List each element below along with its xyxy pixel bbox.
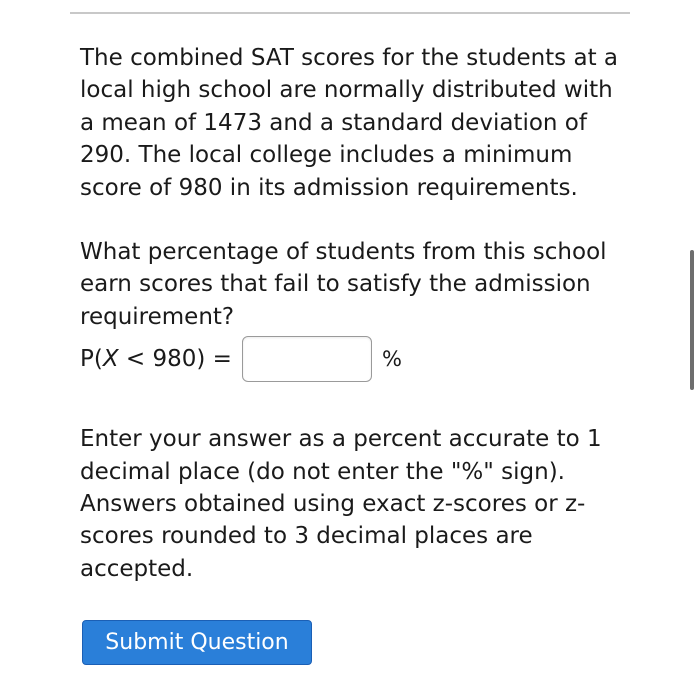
answer-unit: % — [381, 347, 402, 372]
submit-question-button[interactable]: Submit Question — [82, 620, 312, 665]
answer-instructions: Enter your answer as a percent accurate to 1 decimal place (do not enter the "%" sign). Answers obtained using exact z-scores or z-scores rounded to 3 decimal places are accepted. — [80, 426, 602, 582]
top-divider — [70, 12, 630, 14]
problem-statement: The combined SAT scores for the students at a local high school are normally distributed with a mean of 1473 and a standard deviation of 290. The local college includes a minimum score of 980 in its admission requirements. — [80, 45, 618, 201]
prob-prefix: P( — [80, 346, 103, 373]
question-content — [80, 42, 620, 585]
scrollbar-thumb[interactable] — [690, 250, 694, 390]
answer-input[interactable] — [242, 336, 372, 382]
probability-expression — [80, 343, 232, 375]
prob-suffix: < 980) = — [118, 346, 232, 373]
answer-row — [80, 333, 620, 385]
prob-variable: X — [102, 346, 119, 373]
problem-question: What percentage of students from this school earn scores that fail to satisfy the admission requirement? — [80, 239, 607, 330]
